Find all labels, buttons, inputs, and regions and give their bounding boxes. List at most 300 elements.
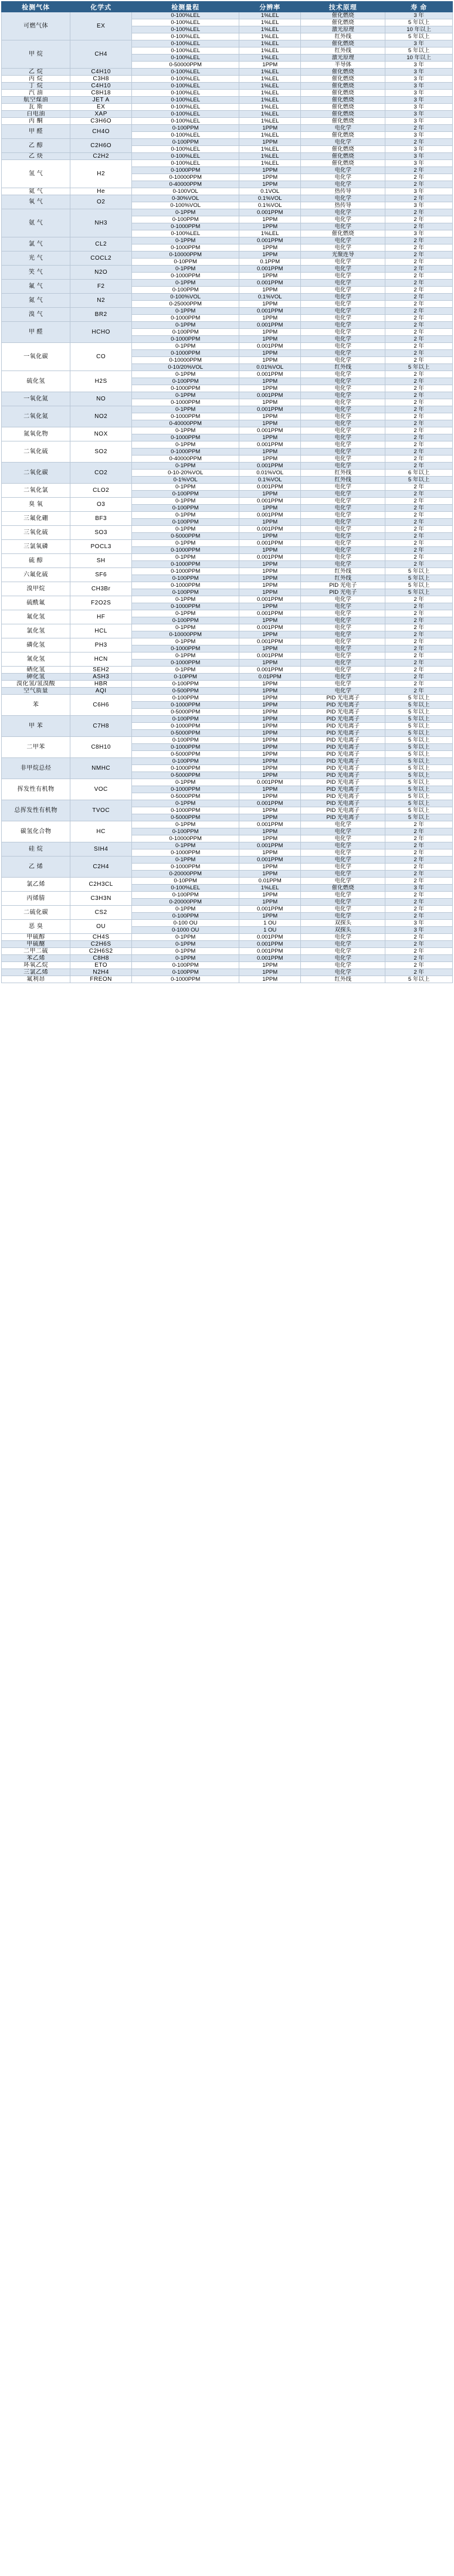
cell-life: 2 年: [385, 273, 453, 280]
cell-life: 5 年以上: [385, 751, 453, 758]
cell-life: 10 年以上: [385, 55, 453, 62]
table-row: [2, 976, 453, 983]
cell-resolution: 1%LEL: [239, 90, 301, 97]
cell-range: 0-100PPM: [132, 737, 239, 744]
cell-formula: CH4S: [70, 934, 132, 941]
cell-formula: NO2: [70, 406, 132, 427]
cell-life: 2 年: [385, 878, 453, 885]
cell-technology: PID 光电离子: [301, 807, 385, 814]
cell-life: 5 年以上: [385, 976, 453, 983]
cell-range: 0-100PPM: [132, 139, 239, 146]
cell-range: 0-100PPM: [132, 892, 239, 899]
cell-life: 3 年: [385, 885, 453, 892]
cell-gas-name: 环氧乙烷: [2, 962, 70, 969]
table-row: [2, 857, 453, 864]
cell-gas-name: 二氧化碳: [2, 463, 70, 484]
cell-technology: PID 光电离子: [301, 786, 385, 793]
cell-range: 0-1PPM: [132, 343, 239, 350]
cell-gas-name: 二氧化氯: [2, 484, 70, 498]
cell-range: 0-100 OU: [132, 920, 239, 927]
cell-life: 3 年: [385, 111, 453, 118]
cell-range: 0-1000PPM: [132, 223, 239, 230]
cell-range: 0-1PPM: [132, 392, 239, 399]
cell-range: 0-100PPM: [132, 329, 239, 336]
cell-range: 0-1000PPM: [132, 849, 239, 857]
cell-technology: 电化学: [301, 195, 385, 202]
table-row: [2, 695, 453, 702]
cell-formula: He: [70, 188, 132, 195]
cell-technology: 电化学: [301, 540, 385, 547]
cell-range: 0-100PPM: [132, 575, 239, 582]
table-row: [2, 343, 453, 350]
cell-technology: 催化燃烧: [301, 153, 385, 160]
table-row: [2, 441, 453, 448]
cell-technology: 电化学: [301, 427, 385, 434]
cell-resolution: 0.1%VOL: [239, 195, 301, 202]
cell-formula: SO2: [70, 441, 132, 463]
cell-life: 2 年: [385, 505, 453, 512]
cell-life: 2 年: [385, 533, 453, 540]
cell-range: 0-1PPM: [132, 441, 239, 448]
table-row: [2, 716, 453, 723]
cell-range: 0-100PPM: [132, 125, 239, 132]
cell-resolution: 1PPM: [239, 378, 301, 385]
table-row: [2, 800, 453, 807]
cell-technology: 红外线: [301, 477, 385, 484]
cell-range: 0-25000PPM: [132, 301, 239, 308]
cell-formula: ASH3: [70, 674, 132, 681]
cell-resolution: 1PPM: [239, 174, 301, 181]
table-row: [2, 906, 453, 913]
cell-gas-name: 汽 油: [2, 90, 70, 97]
cell-technology: 电化学: [301, 878, 385, 885]
cell-formula: O2: [70, 195, 132, 209]
cell-life: 5 年以上: [385, 807, 453, 814]
cell-life: 2 年: [385, 948, 453, 955]
cell-technology: 激光原理: [301, 55, 385, 62]
table-row: [2, 40, 453, 47]
table-row: [2, 948, 453, 955]
cell-technology: 催化燃烧: [301, 19, 385, 26]
cell-formula: CH3Br: [70, 582, 132, 596]
cell-life: 3 年: [385, 202, 453, 209]
cell-resolution: 1PPM: [239, 793, 301, 800]
cell-formula: HCHO: [70, 322, 132, 343]
cell-life: 2 年: [385, 237, 453, 244]
table-row: [2, 540, 453, 547]
cell-gas-name: 笑 气: [2, 266, 70, 280]
cell-resolution: 0.001PPM: [239, 371, 301, 378]
cell-technology: 催化燃烧: [301, 69, 385, 76]
cell-life: 2 年: [385, 688, 453, 695]
cell-life: 2 年: [385, 484, 453, 491]
cell-life: 5 年以上: [385, 772, 453, 779]
cell-range: 0-1PPM: [132, 653, 239, 660]
cell-resolution: 0.001PPM: [239, 463, 301, 470]
table-row: [2, 674, 453, 681]
cell-resolution: 1PPM: [239, 716, 301, 723]
gas-sensor-spec-document: [0, 1, 454, 983]
cell-range: 0-1000PPM: [132, 568, 239, 575]
cell-life: 2 年: [385, 934, 453, 941]
cell-formula: COCL2: [70, 252, 132, 266]
table-row: [2, 97, 453, 104]
table-row: [2, 526, 453, 533]
cell-resolution: 1PPM: [239, 491, 301, 498]
cell-gas-name: 溴 气: [2, 308, 70, 322]
cell-range: 0-1PPM: [132, 540, 239, 547]
cell-range: 0-100%LEL: [132, 230, 239, 237]
cell-range: 0-50000PPM: [132, 62, 239, 69]
cell-resolution: 1%LEL: [239, 40, 301, 47]
cell-technology: 电化学: [301, 828, 385, 835]
cell-resolution: 0.001PPM: [239, 610, 301, 617]
table-row: [2, 955, 453, 962]
cell-formula: CH4O: [70, 125, 132, 139]
cell-formula: C8H10: [70, 737, 132, 758]
cell-life: 2 年: [385, 849, 453, 857]
cell-gas-name: 丙 烷: [2, 76, 70, 83]
cell-range: 0-100%LEL: [132, 33, 239, 40]
cell-formula: POCL3: [70, 540, 132, 554]
cell-life: 5 年以上: [385, 716, 453, 723]
cell-range: 0-100%LEL: [132, 160, 239, 167]
cell-resolution: 1PPM: [239, 301, 301, 308]
cell-range: 0-5000PPM: [132, 709, 239, 716]
cell-resolution: 1%LEL: [239, 146, 301, 153]
cell-gas-name: 六氟化硫: [2, 568, 70, 582]
table-row: [2, 737, 453, 744]
cell-formula: OU: [70, 920, 132, 934]
cell-technology: PID 光电离子: [301, 716, 385, 723]
table-row: [2, 392, 453, 399]
cell-range: 0-100%LEL: [132, 90, 239, 97]
cell-gas-name: 硫 醇: [2, 554, 70, 568]
cell-life: 2 年: [385, 526, 453, 533]
cell-range: 0-40000PPM: [132, 420, 239, 427]
cell-resolution: 0.001PPM: [239, 498, 301, 505]
table-row: [2, 554, 453, 561]
cell-technology: 电化学: [301, 378, 385, 385]
cell-formula: O3: [70, 498, 132, 512]
cell-technology: 电化学: [301, 631, 385, 638]
table-row: [2, 653, 453, 660]
cell-formula: FREON: [70, 976, 132, 983]
cell-technology: PID 光电离子: [301, 800, 385, 807]
cell-range: 0-5000PPM: [132, 814, 239, 821]
cell-formula: C4H10: [70, 83, 132, 90]
cell-gas-name: 二氧化硫: [2, 441, 70, 463]
cell-gas-name: 乙 烯: [2, 857, 70, 878]
cell-resolution: 1PPM: [239, 533, 301, 540]
col-header-resolution: 分辨率: [239, 2, 301, 12]
cell-technology: 电化学: [301, 371, 385, 378]
cell-life: 3 年: [385, 69, 453, 76]
table-row: [2, 920, 453, 927]
cell-technology: 电化学: [301, 653, 385, 660]
cell-range: 0-100PPM: [132, 287, 239, 294]
cell-range: 0-1PPM: [132, 842, 239, 849]
cell-gas-name: 磷化氢: [2, 638, 70, 653]
table-row: [2, 427, 453, 434]
cell-technology: 电化学: [301, 962, 385, 969]
cell-resolution: 1PPM: [239, 167, 301, 174]
cell-range: 0-1000PPM: [132, 399, 239, 406]
cell-technology: 催化燃烧: [301, 146, 385, 153]
cell-technology: 电化学: [301, 913, 385, 920]
cell-resolution: 1PPM: [239, 702, 301, 709]
cell-technology: 催化燃烧: [301, 83, 385, 90]
cell-resolution: 1%LEL: [239, 97, 301, 104]
cell-formula: C8H8: [70, 955, 132, 962]
cell-gas-name: 乙 烷: [2, 69, 70, 76]
cell-technology: 电化学: [301, 336, 385, 343]
cell-technology: 电化学: [301, 596, 385, 603]
cell-range: 0-100%VOL: [132, 294, 239, 301]
cell-technology: PID 光电离子: [301, 779, 385, 786]
cell-range: 0-100PPM: [132, 716, 239, 723]
cell-resolution: 0.001PPM: [239, 308, 301, 315]
cell-life: 5 年以上: [385, 737, 453, 744]
cell-resolution: 1%LEL: [239, 111, 301, 118]
cell-range: 0-1000PPM: [132, 244, 239, 252]
cell-range: 0-100%VOL: [132, 202, 239, 209]
cell-formula: EX: [70, 104, 132, 111]
cell-range: 0-1PPM: [132, 237, 239, 244]
cell-technology: 电化学: [301, 167, 385, 174]
cell-life: 2 年: [385, 371, 453, 378]
cell-range: 0-100%LEL: [132, 97, 239, 104]
cell-formula: AQI: [70, 688, 132, 695]
cell-range: 0-5000PPM: [132, 751, 239, 758]
cell-life: 2 年: [385, 681, 453, 688]
cell-resolution: 0.001PPM: [239, 624, 301, 631]
cell-technology: 电化学: [301, 610, 385, 617]
cell-life: 2 年: [385, 955, 453, 962]
cell-technology: 电化学: [301, 533, 385, 540]
cell-resolution: 1%LEL: [239, 230, 301, 237]
cell-technology: 电化学: [301, 871, 385, 878]
cell-technology: 电化学: [301, 906, 385, 913]
cell-life: 3 年: [385, 146, 453, 153]
cell-resolution: 1PPM: [239, 568, 301, 575]
cell-resolution: 1PPM: [239, 631, 301, 638]
cell-range: 0-5000PPM: [132, 730, 239, 737]
cell-technology: 催化燃烧: [301, 90, 385, 97]
cell-technology: 电化学: [301, 463, 385, 470]
cell-life: 2 年: [385, 842, 453, 849]
cell-technology: 电化学: [301, 456, 385, 463]
cell-life: 5 年以上: [385, 589, 453, 596]
table-row: [2, 118, 453, 125]
cell-formula: BF3: [70, 512, 132, 526]
cell-formula: NO: [70, 392, 132, 406]
cell-gas-name: 一氧化碳: [2, 343, 70, 371]
cell-technology: 电化学: [301, 941, 385, 948]
cell-range: 0-10-20%VOL: [132, 470, 239, 477]
cell-resolution: 1PPM: [239, 969, 301, 976]
cell-resolution: 1PPM: [239, 744, 301, 751]
cell-life: 2 年: [385, 547, 453, 554]
cell-resolution: 1 OU: [239, 927, 301, 934]
cell-technology: 催化燃烧: [301, 118, 385, 125]
cell-technology: 电化学: [301, 343, 385, 350]
table-header-row: [2, 2, 453, 12]
table-row: [2, 512, 453, 519]
cell-technology: 电化学: [301, 434, 385, 441]
cell-range: 0-1PPM: [132, 596, 239, 603]
cell-range: 0-100%LEL: [132, 118, 239, 125]
cell-formula: ETO: [70, 962, 132, 969]
cell-formula: C8H18: [70, 90, 132, 97]
cell-technology: 电化学: [301, 498, 385, 505]
cell-range: 0-1PPM: [132, 484, 239, 491]
cell-technology: 双探头: [301, 927, 385, 934]
cell-technology: 催化燃烧: [301, 97, 385, 104]
cell-range: 0-1000PPM: [132, 864, 239, 871]
cell-formula: NOX: [70, 427, 132, 441]
cell-technology: 电化学: [301, 216, 385, 223]
cell-life: 2 年: [385, 308, 453, 315]
cell-technology: 电化学: [301, 385, 385, 392]
cell-range: 0-1PPM: [132, 266, 239, 273]
cell-range: 0-1000PPM: [132, 786, 239, 793]
cell-range: 0-1PPM: [132, 610, 239, 617]
cell-life: 5 年以上: [385, 793, 453, 800]
cell-range: 0-5000PPM: [132, 793, 239, 800]
cell-life: 2 年: [385, 828, 453, 835]
cell-gas-name: 碳氢化合物: [2, 821, 70, 842]
cell-life: 2 年: [385, 252, 453, 259]
cell-life: 5 年以上: [385, 730, 453, 737]
cell-resolution: 1PPM: [239, 329, 301, 336]
cell-technology: 电化学: [301, 554, 385, 561]
cell-technology: 电化学: [301, 892, 385, 899]
table-row: [2, 160, 453, 167]
cell-technology: 电化学: [301, 209, 385, 216]
cell-range: 0-100PPM: [132, 758, 239, 765]
cell-resolution: 1PPM: [239, 709, 301, 716]
cell-range: 0-1PPM: [132, 955, 239, 962]
cell-technology: 电化学: [301, 125, 385, 132]
cell-range: 0-10000PPM: [132, 357, 239, 364]
cell-gas-name: 氨 气: [2, 209, 70, 237]
cell-life: 3 年: [385, 12, 453, 19]
cell-range: 0-1PPM: [132, 406, 239, 413]
cell-technology: 热传导: [301, 202, 385, 209]
cell-life: 3 年: [385, 927, 453, 934]
table-row: [2, 892, 453, 899]
cell-life: 2 年: [385, 603, 453, 610]
cell-technology: 电化学: [301, 294, 385, 301]
cell-gas-name: 氮 气: [2, 294, 70, 308]
table-row: [2, 76, 453, 83]
cell-resolution: 0.001PPM: [239, 343, 301, 350]
table-row: [2, 266, 453, 273]
cell-formula: PH3: [70, 638, 132, 653]
cell-resolution: 0.001PPM: [239, 237, 301, 244]
cell-gas-name: 恶 臭: [2, 920, 70, 934]
cell-technology: 双探头: [301, 920, 385, 927]
cell-formula: C2H6O: [70, 139, 132, 153]
cell-range: 0-100%LEL: [132, 153, 239, 160]
cell-resolution: 1%LEL: [239, 885, 301, 892]
cell-gas-name: 空气质量: [2, 688, 70, 695]
cell-resolution: 1PPM: [239, 681, 301, 688]
cell-range: 0-1%VOL: [132, 477, 239, 484]
cell-technology: 电化学: [301, 969, 385, 976]
cell-gas-name: 三氟化硼: [2, 512, 70, 526]
cell-range: 0-1000PPM: [132, 547, 239, 554]
cell-life: 3 年: [385, 230, 453, 237]
cell-range: 0-1000PPM: [132, 167, 239, 174]
cell-range: 0-100PPM: [132, 216, 239, 223]
cell-formula: VOC: [70, 779, 132, 800]
cell-formula: C4H10: [70, 69, 132, 76]
cell-range: 0-1PPM: [132, 857, 239, 864]
cell-technology: 电化学: [301, 139, 385, 146]
cell-resolution: 1%LEL: [239, 153, 301, 160]
cell-resolution: 1%LEL: [239, 33, 301, 40]
cell-resolution: 1%LEL: [239, 19, 301, 26]
cell-technology: 电化学: [301, 835, 385, 842]
cell-resolution: 1PPM: [239, 357, 301, 364]
cell-technology: 催化燃烧: [301, 160, 385, 167]
cell-range: 0-1000PPM: [132, 385, 239, 392]
cell-range: 0-1PPM: [132, 427, 239, 434]
cell-life: 2 年: [385, 491, 453, 498]
cell-range: 0-1000PPM: [132, 702, 239, 709]
cell-resolution: 1PPM: [239, 730, 301, 737]
cell-range: 0-1PPM: [132, 308, 239, 315]
cell-life: 5 年以上: [385, 364, 453, 371]
cell-life: 2 年: [385, 667, 453, 674]
cell-life: 2 年: [385, 329, 453, 336]
cell-resolution: 1PPM: [239, 814, 301, 821]
cell-formula: C2H4: [70, 857, 132, 878]
cell-gas-name: 三氧化硫: [2, 526, 70, 540]
table-row: [2, 878, 453, 885]
table-body: [2, 12, 453, 983]
cell-technology: PID 光电离子: [301, 730, 385, 737]
table-row: [2, 153, 453, 160]
cell-life: 2 年: [385, 259, 453, 266]
cell-life: 2 年: [385, 174, 453, 181]
cell-resolution: 1PPM: [239, 758, 301, 765]
table-row: [2, 779, 453, 786]
cell-gas-name: 甲 醛: [2, 322, 70, 343]
cell-life: 2 年: [385, 343, 453, 350]
cell-formula: H2S: [70, 371, 132, 392]
cell-technology: 电化学: [301, 955, 385, 962]
cell-technology: 电化学: [301, 624, 385, 631]
table-row: [2, 582, 453, 589]
cell-life: 2 年: [385, 857, 453, 864]
cell-resolution: 1PPM: [239, 519, 301, 526]
cell-resolution: 1PPM: [239, 589, 301, 596]
cell-range: 0-1PPM: [132, 371, 239, 378]
cell-life: 2 年: [385, 645, 453, 653]
cell-resolution: 0.001PPM: [239, 857, 301, 864]
cell-life: 2 年: [385, 223, 453, 230]
cell-gas-name: 可燃气体: [2, 12, 70, 40]
cell-resolution: 1%LEL: [239, 160, 301, 167]
cell-resolution: 0.1%VOL: [239, 477, 301, 484]
table-row: [2, 188, 453, 195]
cell-gas-name: 氟利昂: [2, 976, 70, 983]
cell-range: 0-20000PPM: [132, 871, 239, 878]
table-row: [2, 294, 453, 301]
